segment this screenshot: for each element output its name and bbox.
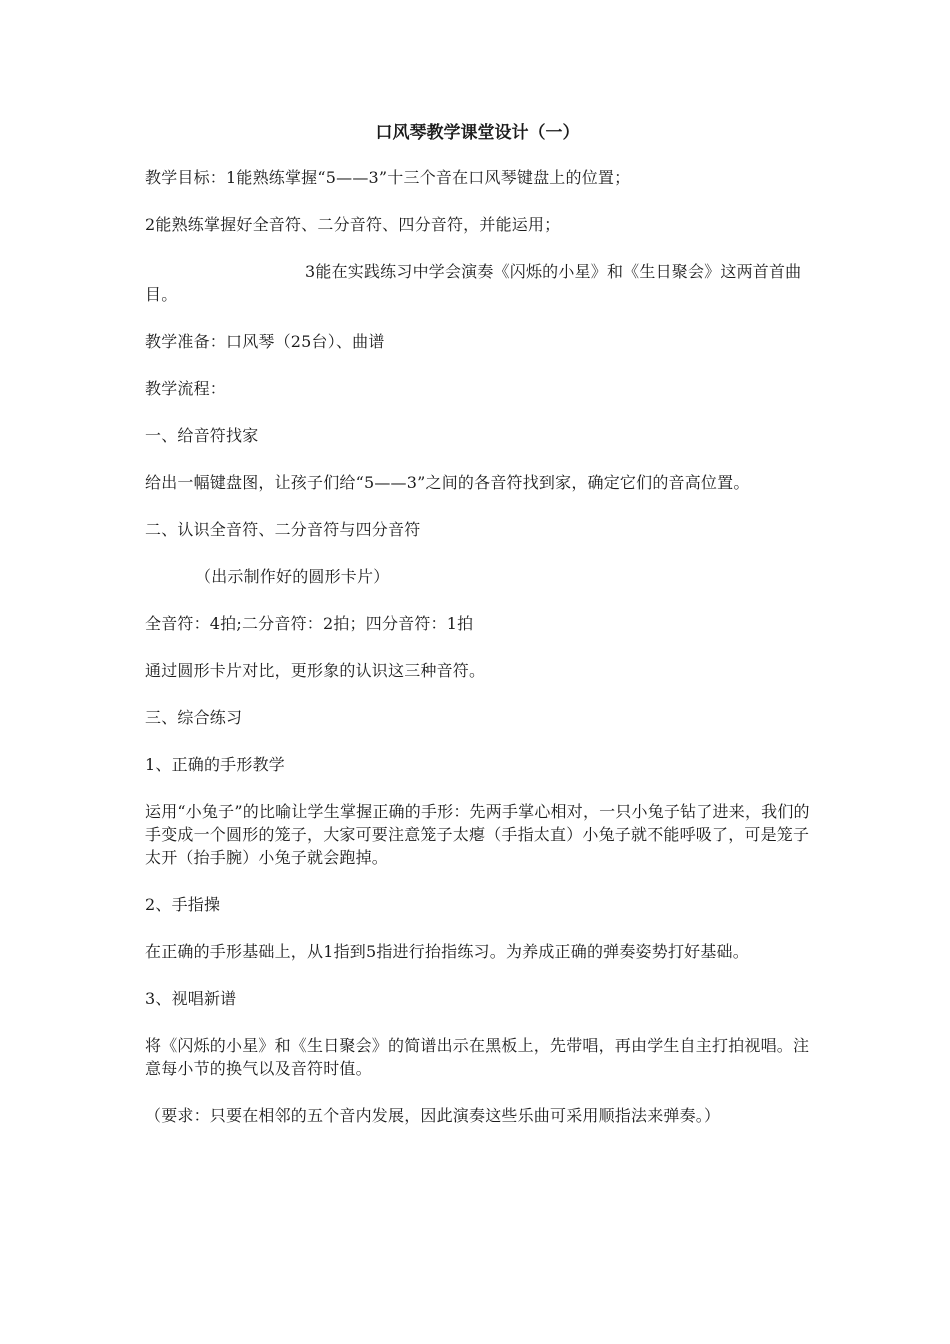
- process-heading: 教学流程：: [145, 379, 227, 398]
- subsection-1-text: 运用“小兔子”的比喻让学生掌握正确的手形：先两手掌心相对，一只小兔子钻了进来，我们的手变成一个圆形的笼子，大家可要注意笼子太瘪（手指太直）小兔子就不能呼吸了，可是笼子太开（抬手腕）小兔子就会跑掉。: [145, 802, 810, 867]
- subsection-2-heading: 2、手指操: [145, 895, 221, 914]
- document-title: 口风琴教学课堂设计（一）: [375, 123, 580, 143]
- section-2-heading: 二、认识全音符、二分音符与四分音符: [145, 520, 421, 539]
- document-body: [145, 120, 810, 1151]
- objective-3: 3能在实践练习中学会演奏《闪烁的小星》和《生日聚会》这两首首曲目。: [145, 262, 802, 304]
- section-3-heading: 三、综合练习: [145, 708, 243, 727]
- subsection-3-heading: 3、视唱新谱: [145, 989, 237, 1008]
- section-2-note: （出示制作好的圆形卡片）: [195, 567, 390, 586]
- objective-2: 2能熟练掌握好全音符、二分音符、四分音符，并能运用；: [145, 215, 561, 234]
- preparation: 教学准备：口风琴（25台）、曲谱: [145, 332, 385, 351]
- section-1-heading: 一、给音符找家: [145, 426, 259, 445]
- subsection-1-heading: 1、正确的手形教学: [145, 755, 285, 774]
- requirement-note: （要求：只要在相邻的五个音内发展，因此演奏这些乐曲可采用顺指法来弹奏。）: [145, 1106, 721, 1125]
- section-1-text: 给出一幅键盘图，让孩子们给“5——3”之间的各音符找到家，确定它们的音高位置。: [145, 473, 750, 492]
- subsection-3-text: 将《闪烁的小星》和《生日聚会》的简谱出示在黑板上，先带唱，再由学生自主打拍视唱。注意每小节的换气以及音符时值。: [145, 1036, 810, 1078]
- note-values: 全音符：4拍;二分音符：2拍；四分音符：1拍: [145, 614, 474, 633]
- subsection-2-text: 在正确的手形基础上，从1指到5指进行抬指练习。为养成正确的弹奏姿势打好基础。: [145, 942, 749, 961]
- objective-1: 教学目标：1能熟练掌握“5——3”十三个音在口风琴键盘上的位置；: [145, 168, 631, 187]
- section-2-text: 通过圆形卡片对比，更形象的认识这三种音符。: [145, 661, 486, 680]
